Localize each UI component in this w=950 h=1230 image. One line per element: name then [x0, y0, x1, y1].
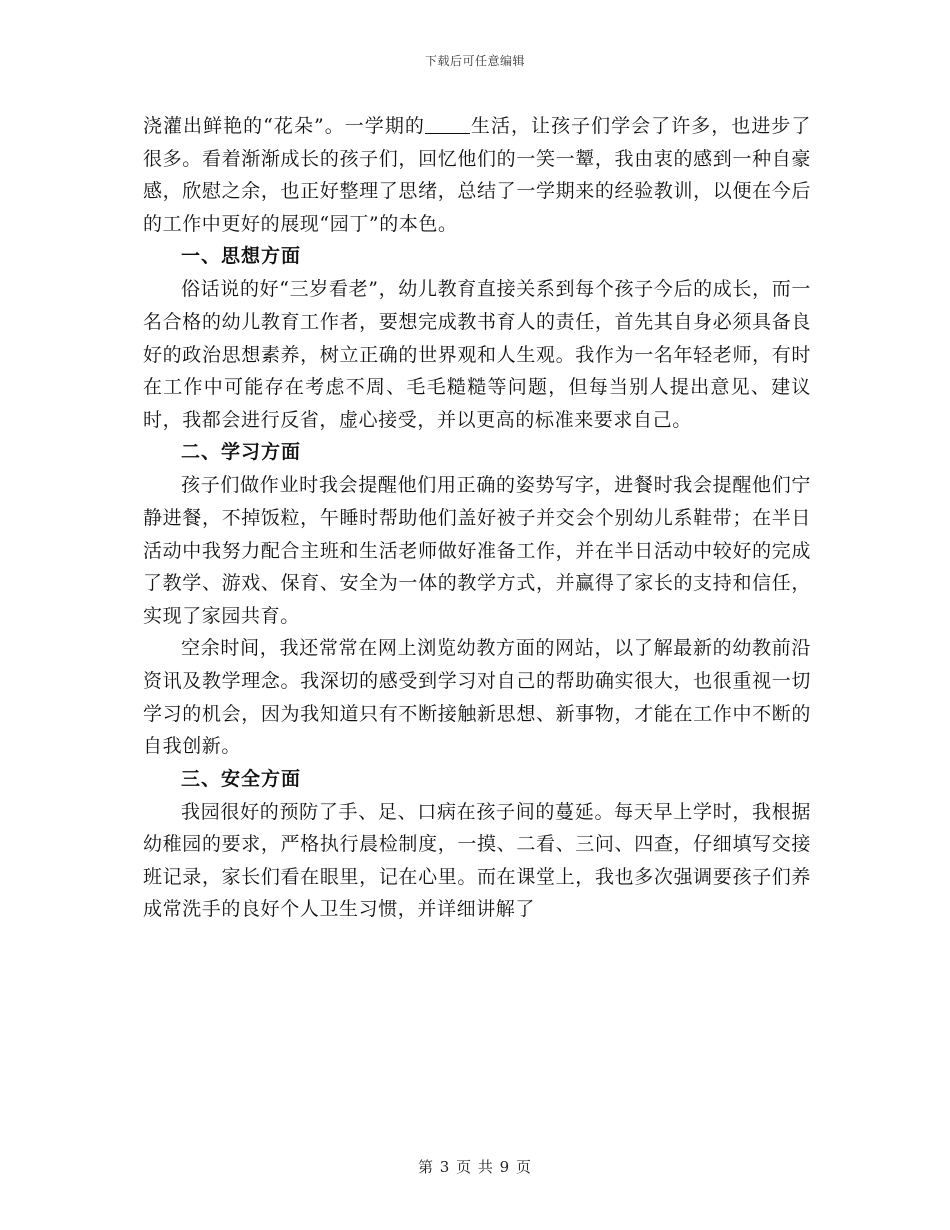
fill-in-blank [425, 114, 471, 134]
header-note: 下载后可任意编辑 [424, 54, 525, 68]
intro-paragraph [143, 110, 811, 240]
paragraph-study-1: 孩子们做作业时我会提醒他们用正确的姿势写字，进餐时我会提醒他们宁静进餐，不掉饭粒，午睡时帮助他们盖好被子并交会个别幼儿系鞋带；在半日活动中我努力配合主班和生活老师做好准备工作，并在半日活动中较好的完成了教学、游戏、保育、安全为一体的教学方式，并赢得了家长的支持和信任，实现了家园共育。 [143, 474, 811, 627]
section-heading-thought: 一、思想方面 [181, 245, 302, 268]
page-number: 第 3 页 共 9 页 [418, 1158, 532, 1176]
paragraph-safety: 我园很好的预防了手、足、口病在孩子间的蔓延。每天早上学时，我根据幼稚园的要求，严格执行晨检制度，一摸、二看、三问、四查，仔细填写交接班记录，家长们看在眼里，记在心里。而在课堂上，我也多次强调要孩子们养成常洗手的良好个人卫生习惯，并详细讲解了 [143, 800, 811, 921]
intro-text-end: 生活，让孩子们学会了许多，也进步了很多。看着渐渐成长的孩子们，回忆他们的一笑一颦，我由衷的感到一种自豪感，欣慰之余，也正好整理了思绪，总结了一学期来的经验教训，以便在今后的工作中更好的展现“园丁”的本色。 [143, 115, 811, 235]
section-heading-study: 二、学习方面 [181, 441, 302, 464]
document-body [143, 110, 811, 926]
intro-text-start: 浇灌出鲜艳的“花朵”。一学期的 [143, 115, 425, 137]
paragraph-thought: 俗话说的好“三岁看老”，幼儿教育直接关系到每个孩子今后的成长，而一名合格的幼儿教育工作者，要想完成教书育人的责任，首先其自身必须具备良好的政治思想素养，树立正确的世界观和人生观。我作为一名年轻老师，有时在工作中可能存在考虑不周、毛毛糙糙等问题，但每当别人提出意见、建议时，我都会进行反省，虚心接受，并以更高的标准来要求自己。 [143, 278, 811, 431]
section-heading-safety: 三、安全方面 [181, 767, 302, 790]
paragraph-study-2: 空余时间，我还常常在网上浏览幼教方面的网站，以了解最新的幼教前沿资讯及教学理念。我深切的感受到学习对自己的帮助确实很大，也很重视一切学习的机会，因为我知道只有不断接触新思想、新事物，才能在工作中不断的自我创新。 [143, 637, 811, 758]
